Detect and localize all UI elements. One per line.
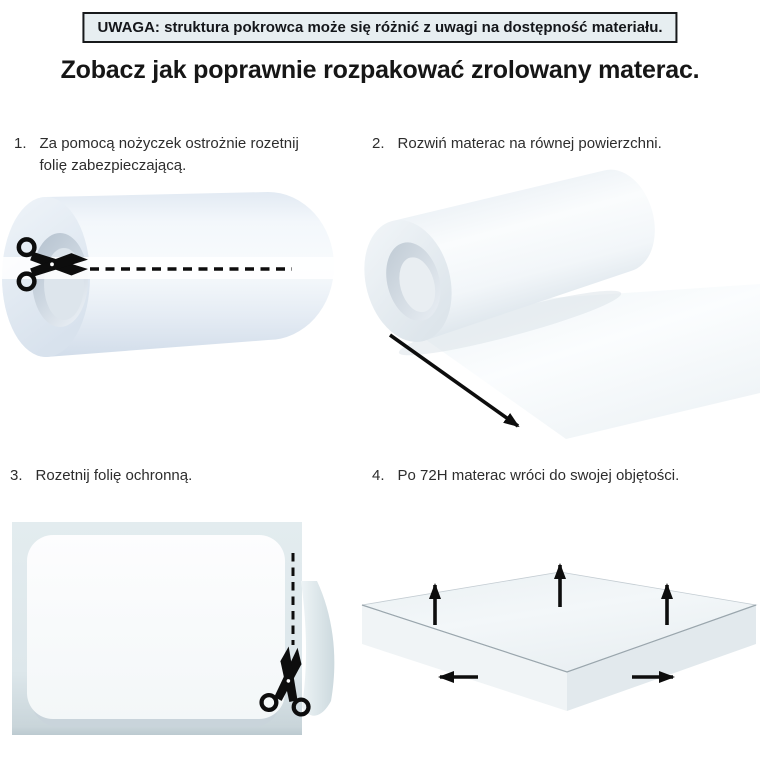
step-2-number: 2. [372, 135, 385, 152]
foil-flap [301, 581, 334, 716]
step-1-number: 1. [14, 135, 27, 152]
step-1-text: Za pomocą nożyczek ostrożnie rozetnij folię zabezpieczającą. [39, 135, 299, 174]
page-title: Zobacz jak poprawnie rozpakować zrolowany materac. [60, 56, 700, 84]
step-4-caption [372, 465, 757, 487]
notice-banner-text: UWAGA: struktura pokrowca może się różnić z uwagi na dostępność materiału. [97, 19, 663, 36]
step-2-text: Rozwiń materac na równej powierzchni. [397, 135, 662, 152]
step-2-caption [372, 133, 752, 155]
expanding-mattress-illustration [360, 535, 760, 760]
step-4-text: Po 72H materac wróci do swojej objętości. [397, 467, 680, 484]
step-3-text: Rozetnij folię ochronną. [35, 467, 193, 484]
unrolling-mattress-illustration [360, 163, 760, 443]
step-3-caption [10, 465, 350, 487]
step-1-caption [14, 133, 344, 177]
foil-cutting-illustration [5, 515, 345, 740]
flat-mattress [27, 535, 285, 719]
step-4-number: 4. [372, 467, 385, 484]
step-3-number: 3. [10, 467, 23, 484]
rolled-mattress-illustration [0, 188, 340, 363]
notice-banner [82, 12, 677, 43]
